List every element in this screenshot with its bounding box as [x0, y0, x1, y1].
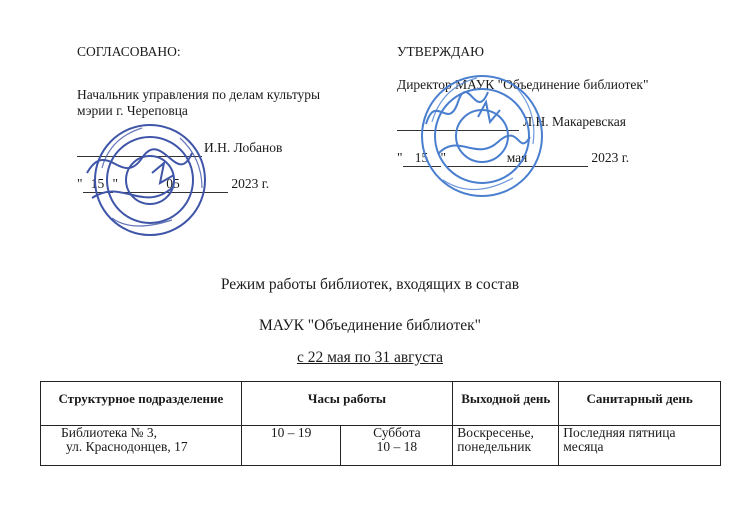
approval-position-left: Начальник управления по делам культуры: [77, 87, 321, 102]
approval-position-right: Директор МАУК "Объединение библиотек": [397, 77, 649, 92]
cell-day-off: [453, 426, 559, 466]
cell-division: [41, 426, 242, 466]
approval-date-right: " 15 " мая 2023 г.: [397, 150, 630, 165]
document-title-line2: МАУК "Объединение библиотек": [259, 317, 481, 334]
document-title-line1: Режим работы библиотек, входящих в состав: [220, 276, 520, 293]
round-seal-right: [418, 62, 548, 210]
date-day-left: 15: [83, 176, 113, 193]
date-day-right: 15: [403, 150, 441, 167]
round-seal-left: [82, 118, 234, 238]
schedule-table: [40, 381, 721, 466]
cell-hours-weekday: 10 – 19: [241, 426, 341, 466]
date-month-left: 05: [118, 176, 228, 193]
date-month-right: мая: [446, 150, 588, 167]
saturday-hours: 10 – 18: [376, 439, 418, 454]
approval-date-left: " 15 " 05 2023 г.: [77, 176, 270, 191]
cell-hours-saturday: [341, 426, 453, 466]
document-title-line3: [0, 349, 740, 367]
approval-name-right: Л.Н. Макаревская: [523, 114, 626, 129]
approval-heading-right: УТВЕРЖДАЮ: [397, 44, 485, 59]
header-division: Структурное подразделение: [41, 382, 242, 426]
header-day-off: Выходной день: [453, 382, 559, 426]
approval-name-left: И.Н. Лобанов: [204, 140, 283, 155]
date-year-right: 2023 г.: [591, 150, 630, 165]
sanitary-line1: Последняя пятница: [563, 425, 676, 440]
header-hours: Часы работы: [241, 382, 453, 426]
date-range: с 22 мая по 31 августа: [296, 349, 444, 366]
approval-heading-left: СОГЛАСОВАНО:: [77, 44, 181, 59]
day-off-line1: Воскресенье,: [457, 425, 534, 440]
table-header-row: [41, 382, 721, 426]
sanitary-line2: месяца: [563, 439, 604, 454]
day-off-line2: понедельник: [457, 439, 532, 454]
approval-position-left-2: мэрии г. Череповца: [77, 103, 188, 118]
division-address: ул. Краснодонцев, 17: [66, 439, 188, 454]
saturday-label: Суббота: [373, 425, 421, 440]
date-year-left: 2023 г.: [231, 176, 270, 191]
cell-sanitary: [559, 426, 721, 466]
header-sanitary: Санитарный день: [559, 382, 721, 426]
division-name: Библиотека № 3,: [61, 425, 158, 440]
table-row: [41, 426, 721, 466]
